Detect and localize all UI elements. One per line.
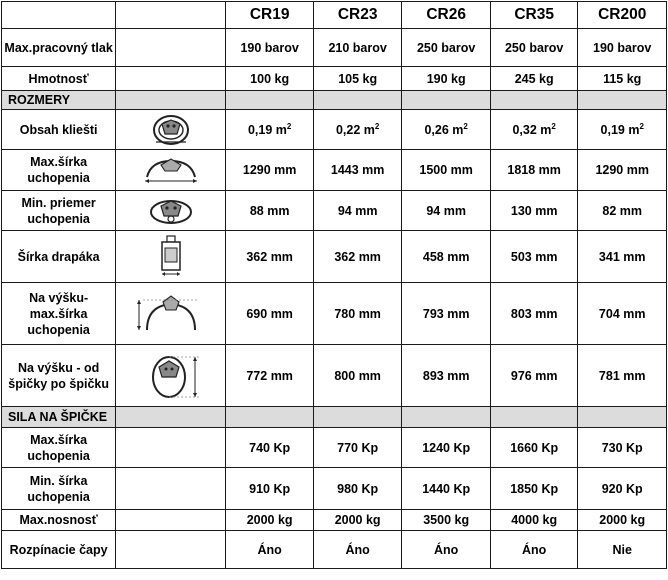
column-header-cr26: CR26 — [402, 2, 491, 29]
table-cell: 503 mm — [490, 231, 578, 283]
table-cell: Nie — [578, 531, 667, 569]
table-cell: 105 kg — [313, 67, 402, 91]
table-cell: 704 mm — [578, 283, 667, 345]
table-cell: 94 mm — [313, 191, 402, 231]
row-label: Max.šírka uchopenia — [2, 150, 116, 191]
row-label: Max.pracovný tlak — [2, 29, 116, 67]
spec-row — [2, 110, 667, 150]
table-cell: 0,19 $m^2$ — [578, 110, 667, 150]
table-cell: 2000 kg — [226, 510, 314, 531]
table-cell: 341 mm — [578, 231, 667, 283]
spec-row — [2, 283, 667, 345]
table-cell: 1500 mm — [402, 150, 491, 191]
table-cell: Áno — [402, 531, 491, 569]
empty-icon-cell — [116, 428, 226, 468]
grapple-height-tip-icon — [116, 345, 226, 407]
spec-row — [2, 231, 667, 283]
spec-row — [2, 150, 667, 191]
table-cell: 1443 mm — [313, 150, 402, 191]
table-cell: 730 Kp — [578, 428, 667, 468]
grapple-closed-diameter-icon — [116, 191, 226, 231]
table-cell: 0,22 $m^2$ — [313, 110, 402, 150]
table-cell: 0,19 $m^2$ — [226, 110, 314, 150]
table-cell: 245 kg — [490, 67, 578, 91]
column-header-cr23: CR23 — [313, 2, 402, 29]
table-cell: 82 mm — [578, 191, 667, 231]
spec-row — [2, 531, 667, 569]
table-cell: Áno — [226, 531, 314, 569]
table-cell: 210 barov — [313, 29, 402, 67]
table-cell: 2000 kg — [313, 510, 402, 531]
table-cell: 1240 Kp — [402, 428, 491, 468]
spec-row — [2, 191, 667, 231]
empty-icon-cell — [116, 468, 226, 510]
empty-icon-cell — [116, 67, 226, 91]
table-cell: 115 kg — [578, 67, 667, 91]
header-row — [2, 2, 667, 29]
spec-row — [2, 67, 667, 91]
table-cell: 976 mm — [490, 345, 578, 407]
column-header-cr35: CR35 — [490, 2, 578, 29]
grapple-top-view-icon — [116, 110, 226, 150]
table-cell: 893 mm — [402, 345, 491, 407]
table-cell: 1440 Kp — [402, 468, 491, 510]
table-cell: 362 mm — [313, 231, 402, 283]
table-cell: 793 mm — [402, 283, 491, 345]
row-label: Min. priemer uchopenia — [2, 191, 116, 231]
table-cell: 803 mm — [490, 283, 578, 345]
table-cell: 1290 mm — [578, 150, 667, 191]
header-blank-cell — [2, 2, 116, 29]
table-cell: 362 mm — [226, 231, 314, 283]
table-cell: 1818 mm — [490, 150, 578, 191]
row-label: Na výšku - od špičky po špičku — [2, 345, 116, 407]
row-label: Obsah kliešti — [2, 110, 116, 150]
grapple-open-width-icon — [116, 150, 226, 191]
table-cell: 980 Kp — [313, 468, 402, 510]
table-cell: 250 barov — [490, 29, 578, 67]
section-title-sila-na-spicke: SILA NA ŠPIČKE — [2, 407, 116, 428]
table-cell: Áno — [313, 531, 402, 569]
empty-icon-cell — [116, 29, 226, 67]
table-cell: 1850 Kp — [490, 468, 578, 510]
table-cell: 0,26 $m^2$ — [402, 110, 491, 150]
spec-table — [1, 1, 667, 569]
row-label: Max.nosnosť — [2, 510, 116, 531]
table-cell: 4000 kg — [490, 510, 578, 531]
table-cell: 0,32 $m^2$ — [490, 110, 578, 150]
empty-icon-cell — [116, 510, 226, 531]
table-cell: 920 Kp — [578, 468, 667, 510]
section-header-row — [2, 91, 667, 110]
table-cell: 100 kg — [226, 67, 314, 91]
table-cell: 800 mm — [313, 345, 402, 407]
table-cell: 781 mm — [578, 345, 667, 407]
table-cell: 190 barov — [578, 29, 667, 67]
header-blank-icon-cell — [116, 2, 226, 29]
table-cell: 3500 kg — [402, 510, 491, 531]
table-cell: 190 kg — [402, 67, 491, 91]
table-cell: 2000 kg — [578, 510, 667, 531]
table-cell: 740 Kp — [226, 428, 314, 468]
table-cell: 1660 Kp — [490, 428, 578, 468]
grapple-height-open-icon — [116, 283, 226, 345]
table-cell: 1290 mm — [226, 150, 314, 191]
row-label: Šírka drapáka — [2, 231, 116, 283]
table-cell: Áno — [490, 531, 578, 569]
table-cell: 88 mm — [226, 191, 314, 231]
spec-row — [2, 29, 667, 67]
table-cell: 250 barov — [402, 29, 491, 67]
row-label: Rozpínacie čapy — [2, 531, 116, 569]
spec-row — [2, 468, 667, 510]
row-label: Hmotnosť — [2, 67, 116, 91]
table-cell: 94 mm — [402, 191, 491, 231]
row-label: Na výšku-max.šírka uchopenia — [2, 283, 116, 345]
row-label: Max.šírka uchopenia — [2, 428, 116, 468]
table-cell: 910 Kp — [226, 468, 314, 510]
column-header-cr19: CR19 — [226, 2, 314, 29]
table-cell: 770 Kp — [313, 428, 402, 468]
empty-icon-cell — [116, 531, 226, 569]
section-header-row — [2, 407, 667, 428]
table-cell: 780 mm — [313, 283, 402, 345]
column-header-cr200: CR200 — [578, 2, 667, 29]
table-cell: 130 mm — [490, 191, 578, 231]
spec-row — [2, 510, 667, 531]
spec-row — [2, 428, 667, 468]
table-cell: 190 barov — [226, 29, 314, 67]
table-cell: 772 mm — [226, 345, 314, 407]
grapple-front-width-icon — [116, 231, 226, 283]
row-label: Min. šírka uchopenia — [2, 468, 116, 510]
section-title-rozmery: ROZMERY — [2, 91, 116, 110]
spec-row — [2, 345, 667, 407]
table-cell: 690 mm — [226, 283, 314, 345]
table-cell: 458 mm — [402, 231, 491, 283]
